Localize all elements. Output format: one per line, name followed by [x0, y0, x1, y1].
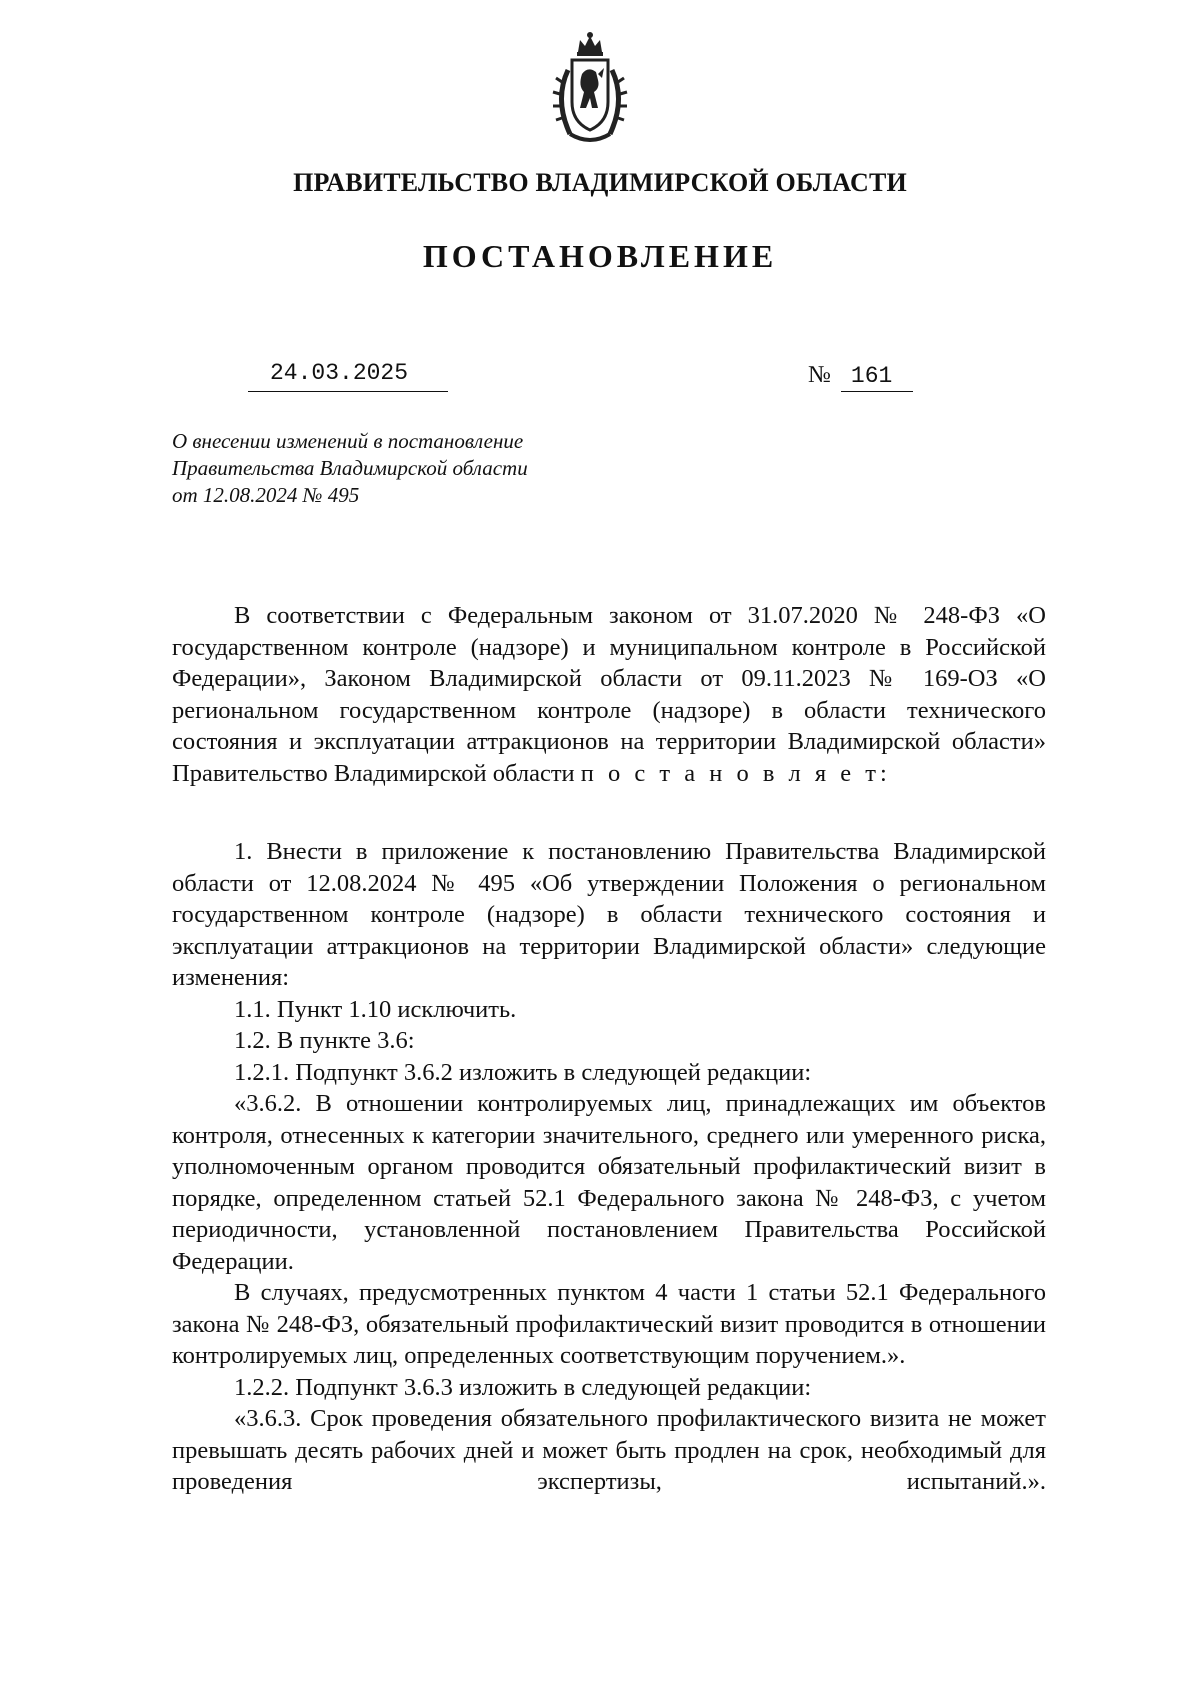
paragraph-1-2-1: 1.2.1. Подпункт 3.6.2 изложить в следующей редакции: — [234, 1058, 812, 1086]
subject-line-2: Правительства Владимирской области — [172, 456, 528, 480]
decree-word: п о с т а н о в л я е т: — [580, 759, 891, 787]
document-subject — [172, 428, 528, 509]
coat-of-arms-icon — [540, 30, 640, 150]
document-type: ПОСТАНОВЛЕНИЕ — [422, 238, 778, 274]
paragraph-1-2: 1.2. В пункте 3.6: — [234, 1027, 415, 1054]
number-label: № — [808, 362, 831, 388]
paragraph-1-1: 1.1. Пункт 1.10 исключить. — [234, 995, 517, 1023]
preamble-text: В соответствии с Федеральным законом от 31.07.2020 № 248-ФЗ «О государственном контроле (надзоре) и муниципальном контроле в Российской Федерации», Законом Владимирской области от 09.11.2023 № 169-ОЗ «О региональном государственном контроле (надзоре) в области технического состояния и эксплуатации аттракционов на территории Владимирской области» Правительство Владимирской области — [172, 602, 1046, 787]
quote-3-6-2: «3.6.2. В отношении контролируемых лиц, принадлежащих им объектов контроля, отнесенных к категории значительного, среднего или умеренного риска, уполномоченным органом проводится обязательный профилактический визит в порядке, определенном статьей 52.1 Федерального закона № 248-ФЗ, с учетом периодичности, установленной постановлением Правительства Российской Федерации. — [172, 1090, 1046, 1275]
document-body — [172, 600, 1046, 1498]
preamble-paragraph — [172, 600, 1046, 789]
quote-3-6-2-cases: В случаях, предусмотренных пунктом 4 части 1 статьи 52.1 Федерального закона № 248-ФЗ, обязательный профилактический визит проводится в отношении контролируемых лиц, определенных соответствующим поручением.». — [172, 1279, 1046, 1369]
government-title: ПРАВИТЕЛЬСТВО ВЛАДИМИРСКОЙ ОБЛАСТИ — [293, 168, 907, 197]
quote-3-6-3: «3.6.3. Срок проведения обязательного профилактического визита не может превышать десять рабочих дней и может быть продлен на срок, необходимый для проведения экспертизы, испытаний.». — [172, 1405, 1046, 1495]
paragraph-1: 1. Внести в приложение к постановлению Правительства Владимирской области от 12.08.2024 № 495 «Об утверждении Положения о региональном государственном контроле (надзоре) в области технического состояния и эксплуатации аттракционов на территории Владимирской области» следующие изменения: — [172, 838, 1046, 991]
paragraph-1-2-2: 1.2.2. Подпункт 3.6.3 изложить в следующей редакции: — [234, 1373, 812, 1401]
subject-line-3: от 12.08.2024 № 495 — [172, 483, 360, 507]
subject-line-1: О внесении изменений в постановление — [172, 429, 524, 453]
document-date: 24.03.2025 — [248, 358, 448, 392]
document-number: 161 — [841, 361, 913, 392]
document-number-field — [808, 358, 913, 392]
